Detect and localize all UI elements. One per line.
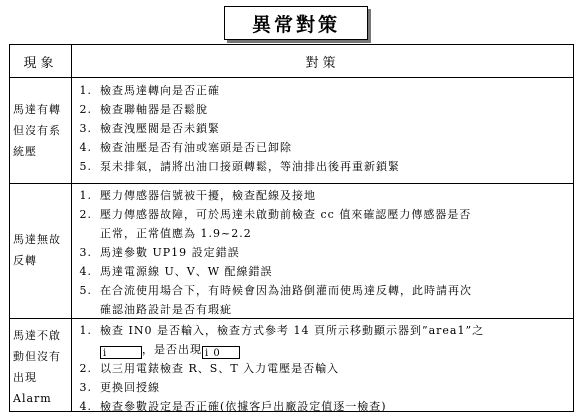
- symptom-line: Alarm: [13, 392, 52, 405]
- symptom-line: 馬達不啟: [13, 329, 61, 342]
- list-item: 5. 在合流使用場合下，有時候會因為油路倒灌而使馬達反轉，此時請再次: [79, 284, 472, 297]
- list-item: 3. 檢查洩壓閥是否未鎖緊: [79, 122, 220, 135]
- symptom-line: 動但沒有: [13, 350, 61, 363]
- measure-cell: [72, 186, 569, 319]
- symptom-line: 馬達無故: [13, 233, 61, 246]
- continuation-text: ，是否出現: [142, 343, 202, 356]
- list-item: 2. 壓力傳感器故障，可於馬達未啟動前檢查 cc 值來確認壓力傳感器是否: [79, 208, 472, 221]
- list-item: 1. 檢查 IN0 是否輸入，檢查方式參考 14 頁所示移動顯示器到”area1”之: [79, 324, 485, 337]
- list-item-continuation: [72, 340, 569, 359]
- symptom-line: 但沒有系: [13, 124, 61, 137]
- list-item: 2. 檢查聯軸器是否鬆脫: [79, 103, 208, 116]
- symptom-line: 反轉: [13, 254, 37, 267]
- symptom-line: 出現: [13, 371, 37, 384]
- troubleshooting-table: [9, 44, 574, 412]
- list-item: 4. 檢查參數設定是否正確(依據客戶出廠設定值逐一檢查): [79, 400, 387, 413]
- symptom-cell: [10, 229, 71, 271]
- symptom-line: 統壓: [13, 145, 37, 158]
- symptom-line: 馬達有轉: [13, 103, 61, 116]
- measure-cell: [72, 321, 569, 416]
- symptom-cell: [10, 325, 71, 409]
- header-symptom: 現象: [23, 55, 58, 71]
- list-item-continuation: 確認油路設計是否有瑕疵: [100, 303, 232, 316]
- list-item: 1. 壓力傳感器信號被干擾，檢查配線及接地: [79, 189, 316, 202]
- row-divider: [10, 77, 573, 78]
- row-divider: [10, 183, 573, 184]
- list-item: 1. 檢查馬達轉向是否正確: [79, 84, 220, 97]
- list-item: 5. 泵未排氣，請將出油口接頭轉鬆，等油排出後再重新鎖緊: [79, 160, 400, 173]
- header-measure: 對策: [305, 55, 340, 71]
- list-item: 3. 更換回授線: [79, 381, 160, 394]
- list-item: 4. 檢查油壓是否有油或塞頭是否已卸除: [79, 141, 292, 154]
- symptom-cell: [10, 99, 71, 162]
- list-item: 3. 馬達參數 UP19 設定錯誤: [79, 246, 240, 259]
- display-box: i 0: [202, 346, 240, 359]
- list-item: 4. 馬達電源線 U、V、W 配線錯誤: [79, 265, 273, 278]
- measure-cell: [72, 81, 569, 176]
- display-box: i: [100, 346, 142, 359]
- page-title: 異常對策: [224, 6, 368, 40]
- list-item-continuation: 正常，正常值應為 1.9~2.2: [100, 227, 252, 240]
- list-item: 2. 以三用電錶檢查 R、S、T 入力電壓是否輸入: [79, 362, 340, 375]
